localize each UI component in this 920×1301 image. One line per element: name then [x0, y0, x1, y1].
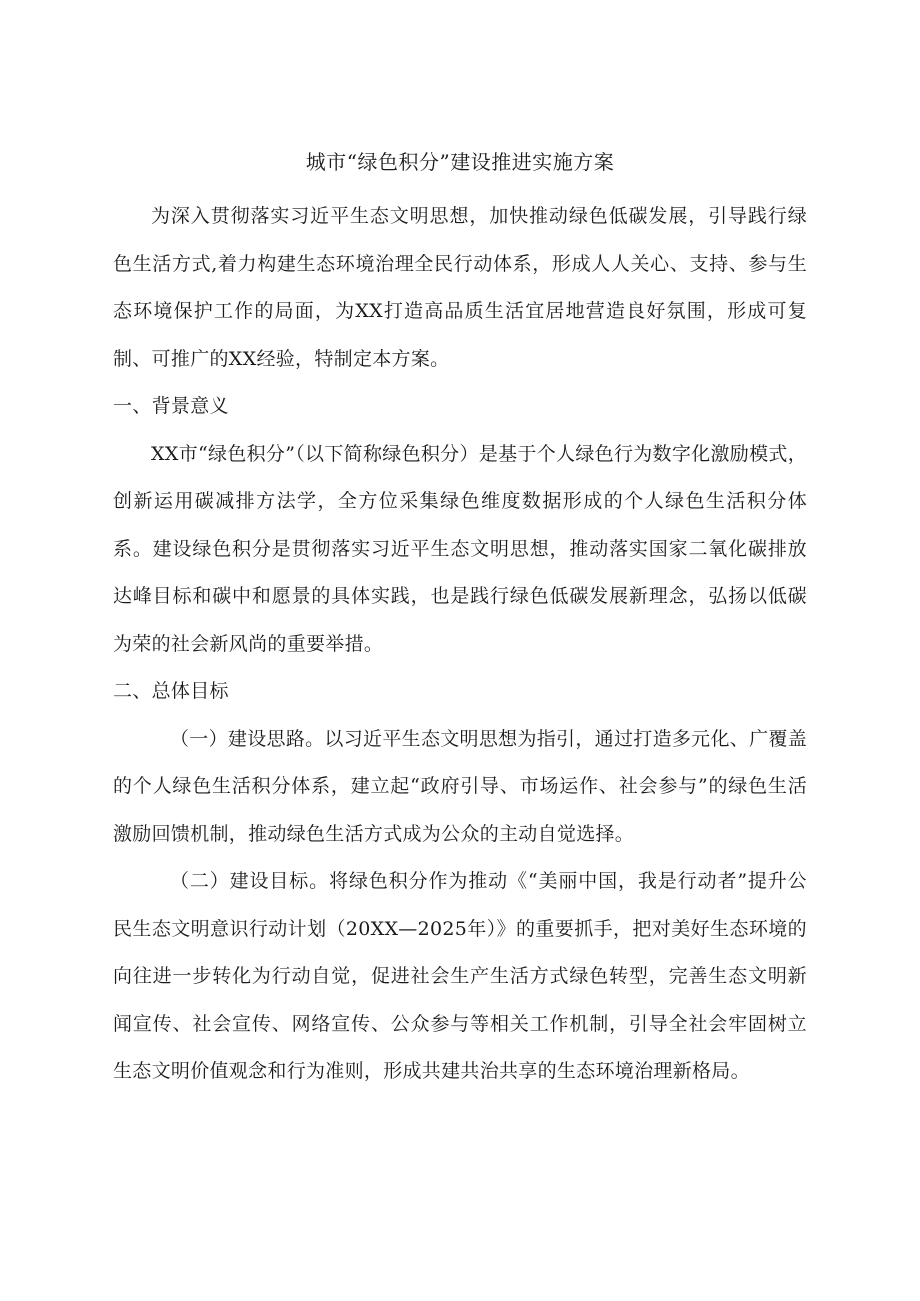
intro-paragraph: 为深入贯彻落实习近平生态文明思想，加快推动绿色低碳发展，引导践行绿色生活方式,着力构建生态环境治理全民行动体系，形成人人关心、支持、参与生态环境保护工作的局面，为XX打造高品质生活宜居地营造良好氛围，形成可复制、可推广的XX经验，特制定本方案。 [113, 205, 807, 370]
goals-paragraph-targets: （二）建设目标。将绿色积分作为推动《“美丽中国，我是行动者”提升公民生态文明意识行动计划（20XX—2025年）》的重要抓手，把对美好生态环境的向往进一步转化为行动自觉，促进社会生产生活方式绿色转型，完善生态文明新闻宣传、社会宣传、网络宣传、公众参与等相关工作机制，引导全社会牢固树立生态文明价值观念和行为准则，形成共建共治共享的生态环境治理新格局。 [113, 870, 807, 1082]
document-body [113, 193, 807, 1096]
section-heading-background: 一、背景意义 [113, 395, 229, 417]
goals-paragraph-approach: （一）建设思路。以习近平生态文明思想为指引，通过打造多元化、广覆盖的个人绿色生活积分体系，建立起“政府引导、市场运作、社会参与”的绿色生活激励回馈机制，推动绿色生活方式成为公众的主动自觉选择。 [113, 727, 807, 845]
section-heading-goals: 二、总体目标 [113, 680, 229, 702]
background-paragraph: XX市“绿色积分”（以下简称绿色积分）是基于个人绿色行为数字化激励模式，创新运用碳减排方法学，全方位采集绿色维度数据形成的个人绿色生活积分体系。建设绿色积分是贯彻落实习近平生态文明思想，推动落实国家二氧化碳排放达峰目标和碳中和愿景的具体实践，也是践行绿色低碳发展新理念，弘扬以低碳为荣的社会新风尚的重要举措。 [113, 442, 807, 655]
page-title: 城市“绿色积分”建设推进实施方案 [305, 150, 615, 174]
